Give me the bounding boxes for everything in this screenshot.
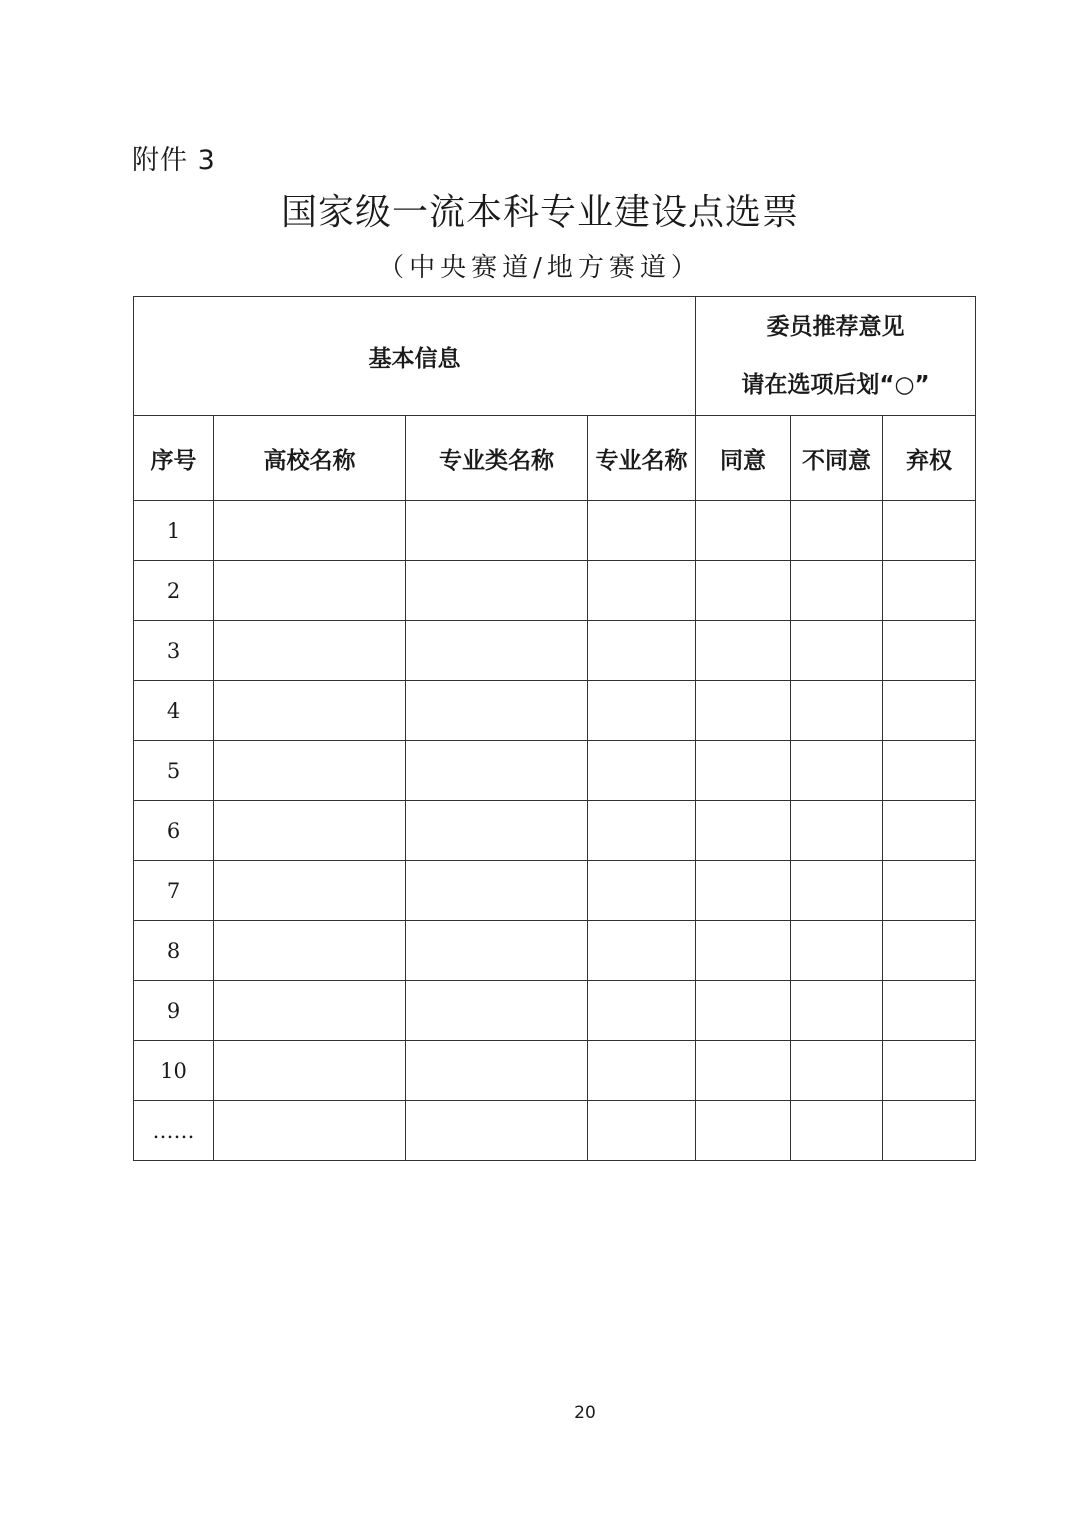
basic-info-header: 基本信息	[134, 297, 696, 416]
university-cell[interactable]	[214, 561, 406, 621]
disagree-cell[interactable]	[791, 921, 883, 981]
index-cell: 7	[134, 861, 214, 921]
abstain-cell[interactable]	[883, 861, 976, 921]
abstain-cell[interactable]	[883, 561, 976, 621]
recommendation-header	[696, 297, 976, 416]
page-title: 国家级一流本科专业建设点选票	[280, 192, 799, 233]
attachment-label: 附件 3	[132, 145, 216, 176]
agree-cell[interactable]	[696, 561, 791, 621]
table-row	[134, 981, 976, 1041]
column-header-disagree: 不同意	[791, 416, 883, 501]
recommendation-title: 委员推荐意见	[766, 314, 905, 340]
abstain-cell[interactable]	[883, 801, 976, 861]
major-category-cell[interactable]	[406, 861, 588, 921]
agree-cell[interactable]	[696, 621, 791, 681]
major-category-cell[interactable]	[406, 561, 588, 621]
disagree-cell[interactable]	[791, 1101, 883, 1161]
agree-cell[interactable]	[696, 1041, 791, 1101]
table-row	[134, 681, 976, 741]
page-subtitle: （中央赛道/地方赛道）	[378, 253, 702, 283]
index-cell: 10	[134, 1041, 214, 1101]
disagree-cell[interactable]	[791, 1041, 883, 1101]
agree-cell[interactable]	[696, 801, 791, 861]
major-category-cell[interactable]	[406, 1041, 588, 1101]
major-name-cell[interactable]	[588, 561, 696, 621]
abstain-cell[interactable]	[883, 681, 976, 741]
agree-cell[interactable]	[696, 861, 791, 921]
major-category-cell[interactable]	[406, 1101, 588, 1161]
disagree-cell[interactable]	[791, 561, 883, 621]
disagree-cell[interactable]	[791, 741, 883, 801]
index-cell: 5	[134, 741, 214, 801]
table-body	[134, 501, 976, 1161]
major-category-cell[interactable]	[406, 621, 588, 681]
table-row	[134, 1041, 976, 1101]
column-header-row	[134, 416, 976, 501]
university-cell[interactable]	[214, 981, 406, 1041]
index-cell: 8	[134, 921, 214, 981]
university-cell[interactable]	[214, 861, 406, 921]
major-category-cell[interactable]	[406, 681, 588, 741]
university-cell[interactable]	[214, 681, 406, 741]
abstain-cell[interactable]	[883, 1041, 976, 1101]
university-cell[interactable]	[214, 621, 406, 681]
major-category-cell[interactable]	[406, 801, 588, 861]
column-header-university: 高校名称	[214, 416, 406, 501]
university-cell[interactable]	[214, 1101, 406, 1161]
recommendation-instruction: 请在选项后划“○”	[741, 372, 930, 398]
group-header-row	[134, 297, 976, 416]
major-category-cell[interactable]	[406, 921, 588, 981]
abstain-cell[interactable]	[883, 981, 976, 1041]
major-name-cell[interactable]	[588, 621, 696, 681]
table-row	[134, 921, 976, 981]
agree-cell[interactable]	[696, 501, 791, 561]
university-cell[interactable]	[214, 741, 406, 801]
abstain-cell[interactable]	[883, 1101, 976, 1161]
index-cell: 9	[134, 981, 214, 1041]
major-name-cell[interactable]	[588, 861, 696, 921]
ballot-table	[133, 296, 976, 1161]
column-header-agree: 同意	[696, 416, 791, 501]
table-row	[134, 861, 976, 921]
index-cell: 3	[134, 621, 214, 681]
university-cell[interactable]	[214, 921, 406, 981]
major-name-cell[interactable]	[588, 1101, 696, 1161]
major-name-cell[interactable]	[588, 741, 696, 801]
column-header-index: 序号	[134, 416, 214, 501]
column-header-abstain: 弃权	[883, 416, 976, 501]
major-name-cell[interactable]	[588, 1041, 696, 1101]
major-category-cell[interactable]	[406, 981, 588, 1041]
abstain-cell[interactable]	[883, 621, 976, 681]
disagree-cell[interactable]	[791, 981, 883, 1041]
major-category-cell[interactable]	[406, 741, 588, 801]
major-category-cell[interactable]	[406, 501, 588, 561]
table-row	[134, 621, 976, 681]
table-row	[134, 801, 976, 861]
agree-cell[interactable]	[696, 981, 791, 1041]
table-row	[134, 561, 976, 621]
major-name-cell[interactable]	[588, 801, 696, 861]
major-name-cell[interactable]	[588, 681, 696, 741]
agree-cell[interactable]	[696, 921, 791, 981]
abstain-cell[interactable]	[883, 501, 976, 561]
abstain-cell[interactable]	[883, 741, 976, 801]
university-cell[interactable]	[214, 801, 406, 861]
abstain-cell[interactable]	[883, 921, 976, 981]
disagree-cell[interactable]	[791, 501, 883, 561]
major-name-cell[interactable]	[588, 981, 696, 1041]
column-header-major-category: 专业类名称	[406, 416, 588, 501]
university-cell[interactable]	[214, 1041, 406, 1101]
table-row	[134, 741, 976, 801]
index-cell: 6	[134, 801, 214, 861]
page-number: 20	[574, 1403, 596, 1423]
agree-cell[interactable]	[696, 1101, 791, 1161]
major-name-cell[interactable]	[588, 921, 696, 981]
major-name-cell[interactable]	[588, 501, 696, 561]
disagree-cell[interactable]	[791, 681, 883, 741]
table-row	[134, 501, 976, 561]
university-cell[interactable]	[214, 501, 406, 561]
table-row	[134, 1101, 976, 1161]
index-cell: ……	[134, 1101, 214, 1161]
agree-cell[interactable]	[696, 741, 791, 801]
disagree-cell[interactable]	[791, 621, 883, 681]
disagree-cell[interactable]	[791, 801, 883, 861]
index-cell: 1	[134, 501, 214, 561]
index-cell: 2	[134, 561, 214, 621]
disagree-cell[interactable]	[791, 861, 883, 921]
column-header-major-name: 专业名称	[588, 416, 696, 501]
index-cell: 4	[134, 681, 214, 741]
agree-cell[interactable]	[696, 681, 791, 741]
